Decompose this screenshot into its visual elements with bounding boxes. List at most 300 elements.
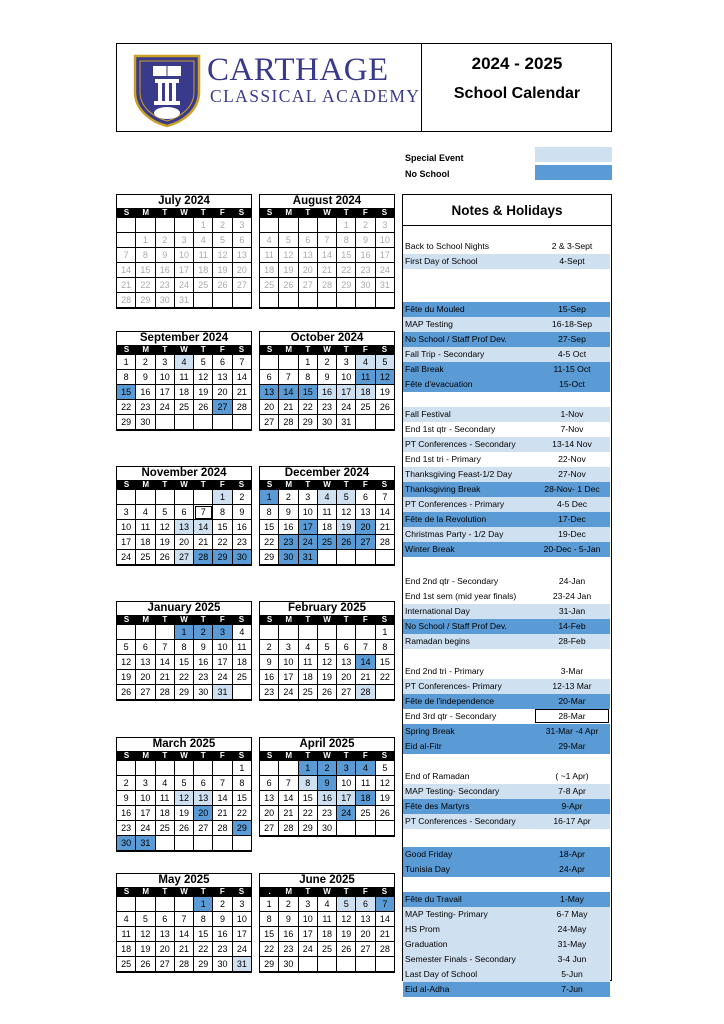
- day-cell: 30: [136, 415, 155, 430]
- day-cell: 18: [318, 927, 337, 942]
- week-row: [260, 761, 394, 776]
- empty-day-cell: [376, 550, 394, 565]
- day-cell: 9: [279, 505, 298, 520]
- weekday-label: S: [238, 615, 245, 624]
- day-cell: 14: [279, 385, 298, 400]
- day-cell: 19: [156, 535, 175, 550]
- note-row: [403, 634, 610, 649]
- month-title: October 2024: [290, 332, 364, 344]
- month-title: August 2024: [292, 195, 362, 207]
- day-cell: 28: [233, 400, 251, 415]
- day-cell: 5: [279, 233, 298, 248]
- weekday-label: S: [123, 208, 130, 217]
- day-cell: 27: [175, 550, 194, 565]
- weekday-label: M: [285, 345, 293, 354]
- day-cell: 18: [356, 385, 375, 400]
- day-cell: 12: [337, 912, 356, 927]
- day-cell: 25: [356, 806, 375, 821]
- day-cell: 25: [356, 400, 375, 415]
- weekday-label: T: [162, 887, 168, 896]
- day-cell: 3: [376, 218, 394, 233]
- calendar-header: [116, 43, 612, 132]
- note-date: 20-Mar: [558, 696, 586, 706]
- weekday-label: T: [305, 208, 311, 217]
- note-row: [403, 664, 610, 679]
- weekday-label: W: [323, 615, 331, 624]
- note-date: 27-Nov: [558, 469, 586, 479]
- day-cell: 14: [233, 370, 251, 385]
- day-cell: 25: [194, 278, 213, 293]
- day-cell: 15: [260, 520, 279, 535]
- day-cell: 10: [299, 505, 318, 520]
- day-cell: 17: [279, 670, 298, 685]
- day-cell: 25: [136, 550, 155, 565]
- day-cell: 7: [156, 640, 175, 655]
- weekday-label: W: [323, 480, 331, 489]
- weekday-label: M: [285, 615, 293, 624]
- day-cell: 23: [117, 821, 136, 836]
- day-cell: 29: [117, 415, 136, 430]
- day-cell: 12: [175, 791, 194, 806]
- day-cell: 22: [233, 806, 251, 821]
- day-cell: 22: [136, 278, 155, 293]
- day-cell: 15: [299, 385, 318, 400]
- month-july-2024: [116, 194, 252, 309]
- note-row: [403, 937, 610, 952]
- day-cell: 24: [337, 806, 356, 821]
- note-event: End 3rd qtr - Secondary: [405, 711, 497, 721]
- day-cell: 22: [337, 263, 356, 278]
- day-cell: 4: [194, 233, 213, 248]
- day-cell: 17: [299, 927, 318, 942]
- weekday-label: W: [180, 480, 188, 489]
- empty-day-cell: [260, 218, 279, 233]
- day-cell: 21: [175, 942, 194, 957]
- weekday-label: S: [266, 480, 273, 489]
- month-title: February 2025: [288, 602, 366, 614]
- day-cell: 4: [175, 355, 194, 370]
- month-september-2024: [116, 331, 252, 431]
- empty-day-cell: [194, 293, 213, 308]
- day-cell: 19: [337, 927, 356, 942]
- note-date: 2 & 3-Sept: [551, 241, 593, 251]
- weekday-label: T: [162, 345, 168, 354]
- day-cell: 29: [260, 957, 279, 972]
- day-cell: 5: [337, 897, 356, 912]
- note-date: 24-Apr: [559, 864, 585, 874]
- day-cell: 29: [233, 821, 251, 836]
- day-cell: 11: [156, 791, 175, 806]
- day-cell: 28: [279, 821, 298, 836]
- day-cell: 12: [318, 655, 337, 670]
- day-cell: 8: [376, 640, 394, 655]
- note-date: 5-Jun: [561, 969, 583, 979]
- weekday-label: .: [268, 887, 271, 896]
- day-cell: 23: [279, 535, 298, 550]
- day-cell: 2: [136, 355, 155, 370]
- note-date: 23-24 Jan: [552, 591, 592, 601]
- day-cell: 13: [337, 655, 356, 670]
- week-row: [117, 821, 251, 836]
- day-cell: 4: [117, 912, 136, 927]
- day-cell: 10: [337, 776, 356, 791]
- weekday-label: S: [238, 887, 245, 896]
- weekday-label: T: [200, 345, 206, 354]
- weekday-label: F: [219, 480, 225, 489]
- weekday-label: M: [142, 345, 150, 354]
- weekday-label: F: [219, 345, 225, 354]
- weekday-header: [260, 345, 394, 355]
- day-cell: 10: [156, 370, 175, 385]
- day-cell: 10: [213, 640, 232, 655]
- day-cell: 18: [260, 263, 279, 278]
- legend-no-school-label: No School: [405, 169, 450, 179]
- week-row: [260, 625, 394, 640]
- day-cell: 8: [299, 370, 318, 385]
- day-cell: 20: [260, 400, 279, 415]
- note-row: [403, 814, 610, 829]
- note-row: [403, 799, 610, 814]
- day-cell: 25: [260, 278, 279, 293]
- note-event: Eid al-Adha: [405, 984, 450, 994]
- empty-day-cell: [337, 625, 356, 640]
- empty-day-cell: [156, 625, 175, 640]
- day-cell: 16: [356, 248, 375, 263]
- day-cell: 22: [299, 806, 318, 821]
- notes-title: Notes & Holidays: [403, 195, 611, 226]
- day-cell: 3: [279, 640, 298, 655]
- week-row: [260, 233, 394, 248]
- day-cell: 6: [156, 912, 175, 927]
- note-row: [403, 467, 610, 482]
- day-cell: 28: [318, 278, 337, 293]
- day-cell: 4: [136, 505, 155, 520]
- weekday-label: S: [381, 208, 388, 217]
- week-row: [117, 233, 251, 248]
- day-cell: 1: [194, 897, 213, 912]
- day-cell: 13: [194, 791, 213, 806]
- note-row: [403, 542, 610, 557]
- day-cell: 3: [337, 761, 356, 776]
- day-cell: 28: [175, 957, 194, 972]
- day-cell: 25: [318, 535, 337, 550]
- weekday-label: S: [381, 887, 388, 896]
- note-date: 31-Mar -4 Apr: [545, 726, 599, 736]
- day-cell: 2: [279, 490, 298, 505]
- day-cell: 27: [356, 942, 375, 957]
- day-cell: 19: [318, 670, 337, 685]
- note-row: [403, 437, 610, 452]
- weekday-label: M: [285, 751, 293, 760]
- day-cell: 2: [117, 776, 136, 791]
- day-cell: 2: [194, 625, 213, 640]
- weekday-label: T: [200, 208, 206, 217]
- month-june-2025: [259, 873, 395, 973]
- weekday-label: S: [266, 345, 273, 354]
- day-cell: 26: [318, 685, 337, 700]
- weekday-label: M: [285, 208, 293, 217]
- weekday-header: [117, 751, 251, 761]
- day-cell: 18: [175, 385, 194, 400]
- day-cell: 26: [337, 535, 356, 550]
- day-cell: 20: [299, 263, 318, 278]
- note-date: 28-Feb: [558, 636, 586, 646]
- day-cell: 1: [337, 218, 356, 233]
- note-event: PT Conferences - Primary: [405, 499, 505, 509]
- day-cell: 23: [318, 806, 337, 821]
- weekday-label: F: [362, 208, 368, 217]
- weekday-header: [117, 480, 251, 490]
- week-row: [260, 385, 394, 400]
- note-date: 20-Dec - 5-Jan: [543, 544, 601, 554]
- day-cell: 16: [318, 385, 337, 400]
- note-event: Fête de l'independence: [405, 696, 495, 706]
- note-event: Spring Break: [405, 726, 455, 736]
- day-cell: 13: [356, 912, 375, 927]
- day-cell: 30: [356, 278, 375, 293]
- week-row: [117, 505, 251, 520]
- day-cell: 24: [156, 400, 175, 415]
- day-cell: 10: [136, 791, 155, 806]
- day-cell: 23: [260, 685, 279, 700]
- month-october-2024: [259, 331, 395, 431]
- note-event: Ramadan begins: [405, 636, 470, 646]
- day-cell: 7: [279, 370, 298, 385]
- empty-day-cell: [356, 957, 375, 972]
- month-november-2024: [116, 466, 252, 566]
- note-row: [403, 739, 610, 754]
- day-cell: 21: [318, 263, 337, 278]
- empty-day-cell: [299, 218, 318, 233]
- note-date: 16-17 Apr: [553, 816, 591, 826]
- week-row: [117, 776, 251, 791]
- day-cell: 6: [337, 640, 356, 655]
- day-cell: 25: [175, 400, 194, 415]
- day-cell: 10: [117, 520, 136, 535]
- note-row: [403, 452, 610, 467]
- day-cell: 29: [299, 821, 318, 836]
- day-cell: 24: [233, 942, 251, 957]
- empty-day-cell: [117, 625, 136, 640]
- weekday-label: W: [180, 345, 188, 354]
- day-cell: 6: [260, 370, 279, 385]
- note-row: [403, 967, 610, 982]
- day-cell: 23: [356, 263, 375, 278]
- day-cell: 15: [194, 927, 213, 942]
- day-cell: 10: [233, 912, 251, 927]
- day-cell: 4: [356, 355, 375, 370]
- day-cell: 9: [279, 912, 298, 927]
- note-event: No School / Staff Prof Dev.: [405, 621, 507, 631]
- month-title: April 2025: [299, 738, 355, 750]
- day-cell: 18: [318, 520, 337, 535]
- day-cell: 15: [299, 791, 318, 806]
- empty-day-cell: [213, 836, 232, 851]
- empty-day-cell: [156, 490, 175, 505]
- day-cell: 20: [175, 535, 194, 550]
- weekday-label: M: [142, 208, 150, 217]
- day-cell: 24: [279, 685, 298, 700]
- day-cell: 4: [156, 776, 175, 791]
- day-cell: 1: [260, 897, 279, 912]
- day-cell: 21: [356, 670, 375, 685]
- weekday-label: T: [343, 751, 349, 760]
- day-cell: 17: [337, 791, 356, 806]
- weekday-label: F: [219, 887, 225, 896]
- day-cell: 13: [213, 370, 232, 385]
- day-cell: 31: [175, 293, 194, 308]
- weekday-label: T: [162, 615, 168, 624]
- day-cell: 16: [156, 263, 175, 278]
- academy-crest-logo: [131, 52, 203, 128]
- day-cell: 27: [213, 400, 232, 415]
- note-event: End 1st qtr - Secondary: [405, 424, 496, 434]
- day-cell: 1: [376, 625, 394, 640]
- day-cell: 15: [233, 791, 251, 806]
- day-cell: 28: [376, 942, 394, 957]
- day-cell: 13: [299, 248, 318, 263]
- note-date: 31-Jan: [558, 606, 586, 616]
- note-row: [403, 907, 610, 922]
- day-cell: 18: [233, 655, 251, 670]
- day-cell: 19: [376, 791, 394, 806]
- day-cell: 27: [260, 821, 279, 836]
- day-cell: 10: [175, 248, 194, 263]
- empty-day-cell: [356, 550, 375, 565]
- note-row: [403, 892, 610, 907]
- weekday-label: T: [200, 480, 206, 489]
- empty-day-cell: [260, 625, 279, 640]
- week-row: [260, 806, 394, 821]
- weekday-label: T: [305, 480, 311, 489]
- week-row: [260, 520, 394, 535]
- day-cell: 12: [279, 248, 298, 263]
- day-cell: 17: [156, 385, 175, 400]
- day-cell: 16: [279, 927, 298, 942]
- note-event: MAP Testing: [405, 319, 453, 329]
- weekday-label: F: [362, 480, 368, 489]
- day-cell: 2: [279, 897, 298, 912]
- day-cell: 17: [175, 263, 194, 278]
- legend-special-event-label: Special Event: [405, 153, 464, 163]
- empty-day-cell: [279, 761, 298, 776]
- weekday-header: [117, 208, 251, 218]
- week-row: [117, 550, 251, 565]
- note-row: [403, 407, 610, 422]
- note-event: End of Ramadan: [405, 771, 470, 781]
- day-cell: 11: [117, 927, 136, 942]
- day-cell: 3: [117, 505, 136, 520]
- empty-day-cell: [175, 490, 194, 505]
- weekday-label: W: [180, 615, 188, 624]
- day-cell: 16: [233, 520, 251, 535]
- empty-day-cell: [136, 218, 155, 233]
- note-event: End 1st sem (mid year finals): [405, 591, 517, 601]
- week-row: [117, 897, 251, 912]
- day-cell: 29: [194, 957, 213, 972]
- note-date: 15-Sep: [558, 304, 586, 314]
- note-event: Fête du Travail: [405, 894, 462, 904]
- weekday-header: [117, 345, 251, 355]
- note-date: 31-May: [557, 939, 587, 949]
- day-cell: 5: [194, 355, 213, 370]
- day-cell: 15: [136, 263, 155, 278]
- day-cell: 23: [318, 400, 337, 415]
- empty-day-cell: [213, 415, 232, 430]
- weekday-label: T: [162, 751, 168, 760]
- day-cell: 17: [376, 248, 394, 263]
- note-row: [403, 377, 610, 392]
- day-cell: 20: [337, 670, 356, 685]
- note-row: [403, 784, 610, 799]
- empty-day-cell: [318, 625, 337, 640]
- day-cell: 3: [156, 355, 175, 370]
- empty-day-cell: [356, 625, 375, 640]
- weekday-label: T: [343, 615, 349, 624]
- day-cell: 3: [136, 776, 155, 791]
- empty-day-cell: [299, 957, 318, 972]
- day-cell: 8: [117, 370, 136, 385]
- day-cell: 4: [318, 897, 337, 912]
- empty-day-cell: [376, 821, 394, 836]
- note-event: Last Day of School: [405, 969, 478, 979]
- day-cell: 3: [299, 490, 318, 505]
- month-title: May 2025: [158, 874, 210, 886]
- calendar-title: School Calendar: [453, 85, 581, 102]
- week-row: [260, 355, 394, 370]
- empty-day-cell: [356, 293, 375, 308]
- week-row: [260, 248, 394, 263]
- weekday-label: M: [142, 751, 150, 760]
- week-row: [260, 370, 394, 385]
- day-cell: 11: [318, 912, 337, 927]
- day-cell: 15: [376, 655, 394, 670]
- empty-day-cell: [233, 836, 251, 851]
- day-cell: 27: [260, 415, 279, 430]
- empty-day-cell: [356, 821, 375, 836]
- day-cell: 12: [337, 505, 356, 520]
- day-cell: 14: [213, 791, 232, 806]
- day-cell: 5: [156, 505, 175, 520]
- week-row: [117, 957, 251, 972]
- empty-day-cell: [194, 415, 213, 430]
- week-row: [117, 685, 251, 700]
- day-cell: 9: [260, 655, 279, 670]
- week-row: [117, 912, 251, 927]
- month-may-2025: [116, 873, 252, 973]
- month-title: September 2024: [139, 332, 229, 344]
- month-february-2025: [259, 601, 395, 701]
- day-cell: 12: [194, 370, 213, 385]
- empty-day-cell: [318, 293, 337, 308]
- day-cell: 30: [156, 293, 175, 308]
- weekday-header: [117, 615, 251, 625]
- week-row: [117, 263, 251, 278]
- day-cell: 24: [213, 670, 232, 685]
- week-row: [117, 370, 251, 385]
- note-row: [403, 347, 610, 362]
- note-date: 29-Mar: [558, 741, 586, 751]
- day-cell: 19: [117, 670, 136, 685]
- weekday-header: [260, 887, 394, 897]
- day-cell: 26: [117, 685, 136, 700]
- weekday-label: T: [162, 208, 168, 217]
- note-row: [403, 877, 610, 892]
- note-event: Fête du Mouled: [405, 304, 465, 314]
- note-event: First Day of School: [405, 256, 478, 266]
- week-row: [260, 897, 394, 912]
- week-row: [117, 942, 251, 957]
